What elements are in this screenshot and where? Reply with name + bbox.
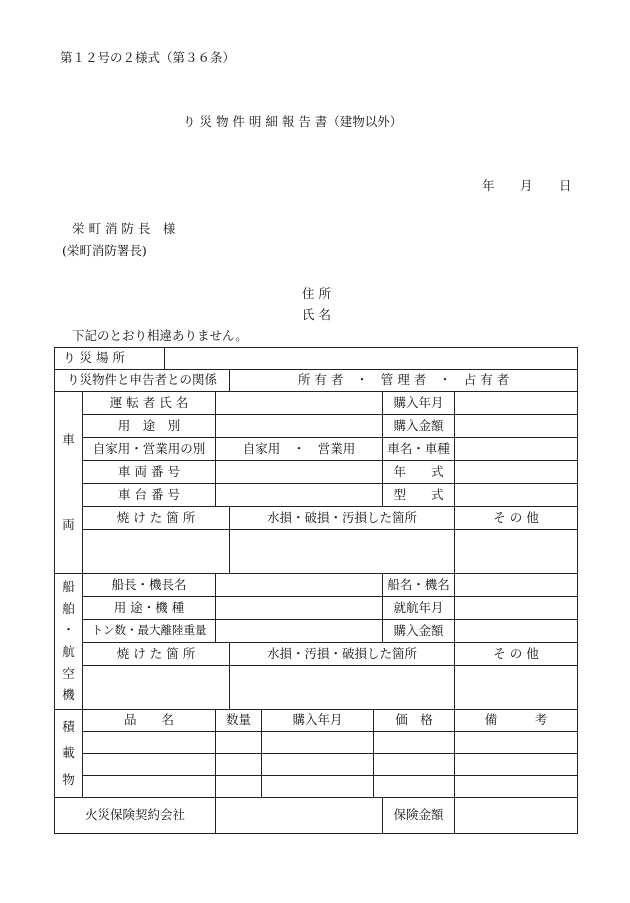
date-day-label: 日 <box>559 178 572 193</box>
vehicle-water-damage-label: 水損・破損・汚損した箇所 <box>230 507 455 530</box>
private-business-options[interactable]: 自家用 ・ 営業用 <box>216 438 383 461</box>
cargo-row-1-price[interactable] <box>374 732 455 754</box>
tonnage-weight-value[interactable] <box>216 620 383 643</box>
addressee-line2: (栄町消防署長) <box>62 243 147 258</box>
cargo-side-char-2: 載 <box>62 745 75 761</box>
in-service-year-month-label: 就航年月 <box>383 597 455 620</box>
cargo-row-2-price[interactable] <box>374 754 455 776</box>
cargo-purchase-year-month-header: 購入年月 <box>262 710 374 732</box>
vessel-name-value[interactable] <box>455 574 578 597</box>
model-label: 型 式 <box>383 484 455 507</box>
model-value[interactable] <box>455 484 578 507</box>
insurance-amount-value[interactable] <box>455 798 578 834</box>
vehicle-usage-value[interactable] <box>216 415 383 438</box>
ship-side-char-1: 船 <box>62 579 75 595</box>
insurance-amount-label: 保険金額 <box>383 798 455 834</box>
ship-other-label: そ の 他 <box>455 643 578 666</box>
vessel-name-label: 船名・機名 <box>383 574 455 597</box>
addressee-line1: 栄 町 消 防 長 様 <box>72 221 176 236</box>
insurance-company-value[interactable] <box>216 798 383 834</box>
ship-aircraft-section-label <box>55 574 83 710</box>
car-name-type-label: 車名・車種 <box>383 438 455 461</box>
driver-name-value[interactable] <box>216 392 383 415</box>
date-month-label: 月 <box>520 178 533 193</box>
date-year-label: 年 <box>482 178 495 193</box>
vehicle-burned-part-label: 焼 け た 箇 所 <box>83 507 230 530</box>
cargo-item-name-header: 品 名 <box>83 710 216 732</box>
address-label: 住 所 <box>302 286 331 301</box>
ship-burned-part-value[interactable] <box>83 666 230 710</box>
cargo-row-1-quantity[interactable] <box>216 732 262 754</box>
driver-name-label: 運 転 者 氏 名 <box>83 392 216 415</box>
cargo-quantity-header: 数量 <box>216 710 262 732</box>
year-model-value[interactable] <box>455 461 578 484</box>
chassis-number-value[interactable] <box>216 484 383 507</box>
vehicle-number-value[interactable] <box>216 461 383 484</box>
cargo-side-char-3: 物 <box>62 771 75 787</box>
tonnage-weight-label: トン数・最大離陸重量 <box>83 620 216 643</box>
year-model-label: 年 式 <box>383 461 455 484</box>
cargo-row-2-item[interactable] <box>83 754 216 776</box>
vehicle-other-label: そ の 他 <box>455 507 578 530</box>
vehicle-purchase-amount-label: 購入金額 <box>383 415 455 438</box>
cargo-row-1-item[interactable] <box>83 732 216 754</box>
ship-burned-part-label: 焼 け た 箇 所 <box>83 643 230 666</box>
private-business-label: 自家用・営業用の別 <box>83 438 216 461</box>
cargo-row-1-purchase[interactable] <box>262 732 374 754</box>
ship-side-char-6: 機 <box>62 687 75 703</box>
ship-side-char-3: ・ <box>62 622 75 638</box>
ship-purchase-amount-label: 購入金額 <box>383 620 455 643</box>
form-number: 第１２号の２様式（第３６条） <box>60 50 236 65</box>
cargo-section-label <box>55 710 83 798</box>
cargo-row-2-quantity[interactable] <box>216 754 262 776</box>
vehicle-side-char-1: 車 <box>62 431 75 447</box>
cargo-row-2-remarks[interactable] <box>455 754 578 776</box>
cargo-row-3-quantity[interactable] <box>216 776 262 798</box>
cargo-row-3-remarks[interactable] <box>455 776 578 798</box>
ship-usage-type-label: 用 途・機 種 <box>83 597 216 620</box>
vehicle-side-char-2: 両 <box>62 516 75 532</box>
cargo-row-3-item[interactable] <box>83 776 216 798</box>
vehicle-purchase-year-month-label: 購入年月 <box>383 392 455 415</box>
ship-side-char-5: 空 <box>62 665 75 681</box>
cargo-side-char-1: 積 <box>62 718 75 734</box>
cargo-row-2-purchase[interactable] <box>262 754 374 776</box>
ship-side-char-4: 航 <box>62 644 75 660</box>
cargo-row-1-remarks[interactable] <box>455 732 578 754</box>
chassis-number-label: 車 台 番 号 <box>83 484 216 507</box>
vehicle-usage-label: 用 途 別 <box>83 415 216 438</box>
vehicle-burned-part-value[interactable] <box>83 530 230 574</box>
ship-usage-type-value[interactable] <box>216 597 383 620</box>
fire-location-label: り 災 場 所 <box>55 348 165 370</box>
vehicle-other-value[interactable] <box>455 530 578 574</box>
in-service-year-month-value[interactable] <box>455 597 578 620</box>
vehicle-section-label <box>55 392 83 574</box>
vehicle-water-damage-value[interactable] <box>230 530 455 574</box>
ship-other-value[interactable] <box>455 666 578 710</box>
cargo-price-header: 価 格 <box>374 710 455 732</box>
document-title: り 災 物 件 明 細 報 告 書（建物以外） <box>183 114 403 129</box>
declaration-text: 下記のとおり相違ありません。 <box>72 328 248 343</box>
vehicle-purchase-amount-value[interactable] <box>455 415 578 438</box>
vehicle-purchase-year-month-value[interactable] <box>455 392 578 415</box>
cargo-row-3-price[interactable] <box>374 776 455 798</box>
cargo-remarks-header: 備 考 <box>455 710 578 732</box>
vehicle-number-label: 車 両 番 号 <box>83 461 216 484</box>
ship-water-damage-value[interactable] <box>230 666 455 710</box>
report-table <box>54 347 578 834</box>
car-name-type-value[interactable] <box>455 438 578 461</box>
insurance-company-label: 火災保険契約会社 <box>55 798 216 834</box>
relation-label: り災物件と申告者との関係 <box>55 370 230 392</box>
ship-side-char-2: 舶 <box>62 600 75 616</box>
ship-water-damage-label: 水損・汚損・破損した箇所 <box>230 643 455 666</box>
captain-name-label: 船長・機長名 <box>83 574 216 597</box>
cargo-row-3-purchase[interactable] <box>262 776 374 798</box>
captain-name-value[interactable] <box>216 574 383 597</box>
fire-location-value[interactable] <box>165 348 578 370</box>
ship-purchase-amount-value[interactable] <box>455 620 578 643</box>
relation-options[interactable]: 所 有 者 ・ 管 理 者 ・ 占 有 者 <box>230 370 578 392</box>
name-label: 氏 名 <box>302 307 331 322</box>
